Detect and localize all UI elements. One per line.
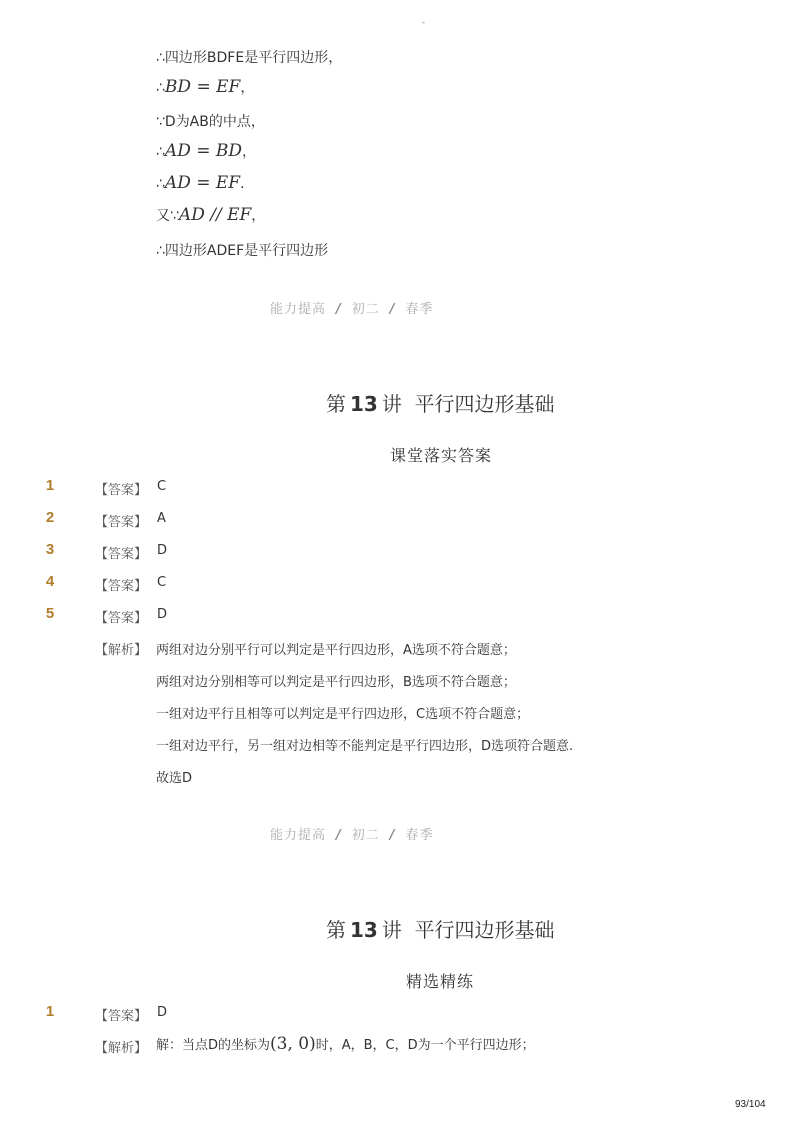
- page-footer: 能力提高 / 初二 / 春季: [270, 828, 434, 843]
- answer-label: 【答案】: [95, 579, 148, 594]
- answer-label: 【答案】: [95, 611, 148, 626]
- section-subtitle: 课堂落实答案: [390, 446, 493, 465]
- answer-label: 【答案】: [95, 515, 148, 530]
- top-mark: -: [422, 18, 425, 27]
- proof-line: ∴四边形BDFE是平行四边形，: [156, 50, 343, 66]
- page-number: 93/104: [735, 1099, 766, 1110]
- page-footer: 能力提高 / 初二 / 春季: [270, 302, 434, 317]
- question-number: 2: [45, 509, 55, 526]
- lecture-heading: 第 13 讲 平行四边形基础: [326, 392, 555, 416]
- answer-label: 【答案】: [95, 547, 148, 562]
- question-number: 1: [45, 477, 55, 494]
- analysis-label: 【解析】: [95, 1041, 148, 1056]
- answer-value: D: [157, 543, 168, 558]
- answer-value: D: [157, 607, 168, 622]
- answer-value: D: [157, 1005, 168, 1020]
- proof-line: ∴AD = EF．: [156, 173, 255, 193]
- question-number: 1: [45, 1003, 55, 1020]
- question-number: 3: [45, 541, 55, 558]
- analysis-line: 故选D: [156, 771, 193, 786]
- answer-label: 【答案】: [95, 1009, 148, 1024]
- question-number: 5: [45, 605, 55, 622]
- analysis-line: 一组对边平行，另一组对边相等不能判定是平行四边形，D选项符合题意.: [156, 739, 574, 754]
- proof-line: ∴AD = BD，: [156, 141, 257, 161]
- section-subtitle: 精选精练: [406, 972, 475, 991]
- proof-line: 又∵AD // EF，: [156, 205, 266, 225]
- analysis-line: 两组对边分别平行可以判定是平行四边形，A选项不符合题意；: [156, 643, 516, 658]
- answer-value: C: [157, 479, 167, 494]
- answer-label: 【答案】: [95, 483, 148, 498]
- proof-line: ∴四边形ADEF是平行四边形: [156, 243, 329, 259]
- proof-line: ∴BD = EF，: [156, 77, 255, 97]
- lecture-heading: 第 13 讲 平行四边形基础: [326, 918, 555, 942]
- proof-line: ∵D为AB的中点，: [156, 114, 265, 130]
- analysis-label: 【解析】: [95, 643, 148, 658]
- analysis-line: 两组对边分别相等可以判定是平行四边形，B选项不符合题意；: [156, 675, 516, 690]
- answer-value: A: [157, 511, 166, 526]
- answer-value: C: [157, 575, 167, 590]
- question-number: 4: [45, 573, 55, 590]
- analysis-line: 解：当点D的坐标为(3, 0)时，A，B，C，D为一个平行四边形；: [156, 1034, 535, 1054]
- analysis-line: 一组对边平行且相等可以判定是平行四边形，C选项不符合题意；: [156, 707, 530, 722]
